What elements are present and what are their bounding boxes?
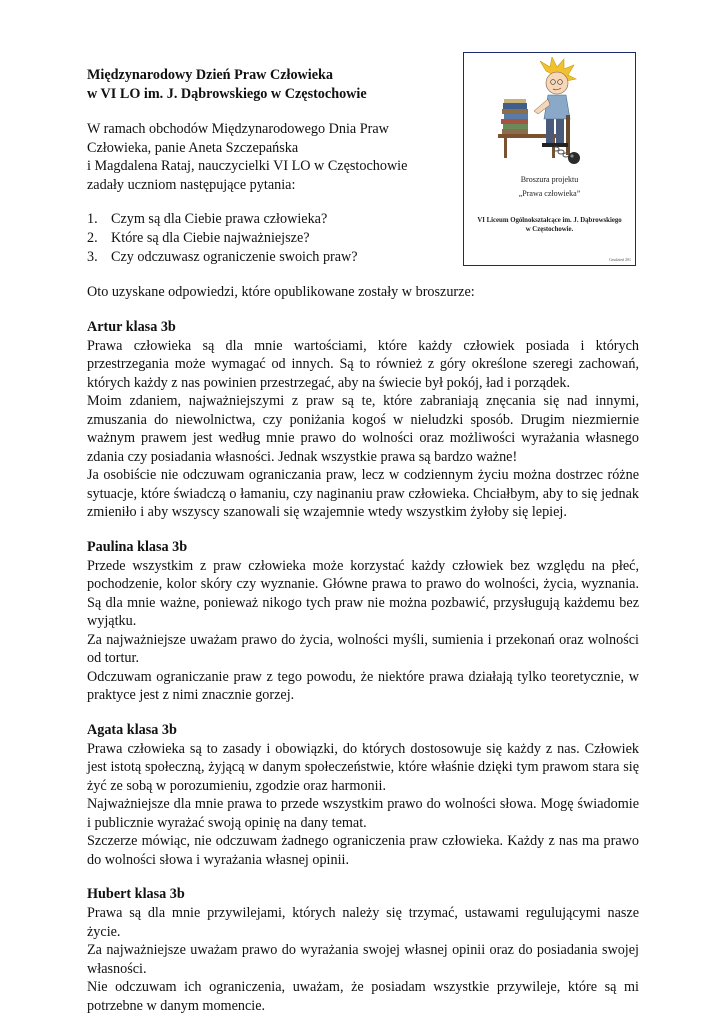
page-title-line-1: Międzynarodowy Dzień Praw Człowieka xyxy=(87,67,334,83)
question-text: Czy odczuwasz ograniczenie swoich praw? xyxy=(111,249,358,265)
section-heading: Artur klasa 3b xyxy=(87,318,176,335)
question-item xyxy=(87,210,639,229)
section-heading: Paulina klasa 3b xyxy=(87,538,188,555)
section-paragraph: Odczuwam ograniczanie praw z tego powodu, że niektóre prawa działają tylko teoretycznie, w praktyce jest z nimi znacznie gorzej. xyxy=(87,668,639,703)
intro-line: zadały uczniom następujące pytania: xyxy=(87,176,296,193)
section-heading: Hubert klasa 3b xyxy=(87,886,185,902)
section-paulina xyxy=(87,538,639,705)
question-number: 2. xyxy=(87,230,98,246)
section-artur xyxy=(87,318,639,522)
cover-title: „Prawa człowieka” xyxy=(518,189,581,198)
cover-school-city: w Częstochowie. xyxy=(525,226,574,233)
section-heading: Agata klasa 3b xyxy=(87,721,177,738)
section-paragraph: Ja osobiście nie odczuwam ograniczania praw, lecz w codziennym życiu można dostrzec różne sytuacje, które świadczą o łamaniu, czy naginaniu praw człowieka. Chciałbym, aby to się jednak zmieniło i aby wszyscy szanowali się wzajemnie wtedy wszystkim żyłoby się lepiej. xyxy=(87,467,639,520)
section-paragraph: Najważniejsze dla mnie prawa to przede wszystkim prawo do wolności słowa. Mogę świadomie i publicznie wyrażać swoją opinię na dany temat. xyxy=(87,796,639,831)
cover-subtitle: Broszura projektu xyxy=(520,175,579,184)
section-paragraph: Za najważniejsze uważam prawo do wyrażania swojej własnej opinii oraz do posiadania swojej własności. xyxy=(87,942,639,977)
section-paragraph: Moim zdaniem, najważniejszymi z praw są te, które zabraniają znęcania się nad innymi, zmuszania do niewolnictwa, czy poniżania kogoś w nieludzki sposób. Drugim niezmiernie ważnym prawem jest według mnie prawo do wolności oraz możliwości wyrażania własnego zdania czy posiadania własności. Jednak wszystkie prawa są bardzo ważne! xyxy=(87,393,639,465)
question-item xyxy=(87,229,639,248)
section-paragraph: Prawa człowieka są to zasady i obowiązki, do których dostosowuje się każdy z nas. Człowiek jest istotą społeczną, żyjącą w danym społeczeństwie, które właśnie dzięki tym prawom stara się żyć ze sobą w porozumieniu, zgodzie oraz harmonii. xyxy=(87,740,639,794)
page-title-line-2: w VI LO im. J. Dąbrowskiego w Częstochowie xyxy=(87,86,367,102)
cover-school-name: VI Liceum Ogólnokształcące im. J. Dąbrowskiego xyxy=(477,217,622,224)
cover-credit: Grudzień 201 xyxy=(609,257,631,262)
intro-line: W ramach obchodów Międzynarodowego Dnia Praw xyxy=(87,121,389,137)
lead-sentence: Oto uzyskane odpowiedzi, które opublikowane zostały w broszurze: xyxy=(87,284,475,300)
section-paragraph: Za najważniejsze uważam prawo do życia, wolności myśli, sumienia i przekonań oraz wolności od tortur. xyxy=(87,631,639,666)
section-paragraph: Przede wszystkim z praw człowieka może korzystać każdy człowiek bez względu na płeć, pochodzenie, kolor skóry czy wyznanie. Główne prawa to prawo do wolności, życia, wyznania. Są dla mnie ważne, ponieważ nikogo tych praw nie można pozbawić, przysługują każdemu bez wyjątku. xyxy=(87,557,639,629)
intro-line: i Magdalena Rataj, nauczycielki VI LO w Częstochowie xyxy=(87,158,408,174)
section-paragraph: Prawa człowieka są dla mnie wartościami, które każdy człowiek posiada i których przestrzegania może wymagać od innych. Są to również z góry określone szeregi zachowań, których każdy z nas powinien przestrzegać, aby na świecie był pokój, ład i porządek. xyxy=(87,337,639,391)
section-agata xyxy=(87,721,639,870)
question-item xyxy=(87,248,639,267)
intro-paragraph xyxy=(87,120,417,194)
document-body xyxy=(87,66,639,1015)
section-paragraph: Nie odczuwam ich ograniczenia, uważam, że posiadam wszystkie przywileje, które są mi potrzebne w danym momencie. xyxy=(87,979,639,1014)
section-paragraph: Szczerze mówiąc, nie odczuwam żadnego ograniczenia praw człowieka. Każdy z nas ma prawo do wolności słowa i wyrażania własnej opinii. xyxy=(87,833,639,868)
question-number: 1. xyxy=(87,211,98,227)
question-list xyxy=(87,210,639,267)
intro-line: Człowieka, panie Aneta Szczepańska xyxy=(87,139,299,156)
question-number: 3. xyxy=(87,249,98,265)
section-paragraph: Prawa są dla mnie przywilejami, których należy się trzymać, ustawami regulującymi nasze życie. xyxy=(87,905,639,940)
section-hubert xyxy=(87,885,639,1015)
question-text: Czym są dla Ciebie prawa człowieka? xyxy=(111,211,328,227)
question-text: Które są dla Ciebie najważniejsze? xyxy=(111,230,310,246)
